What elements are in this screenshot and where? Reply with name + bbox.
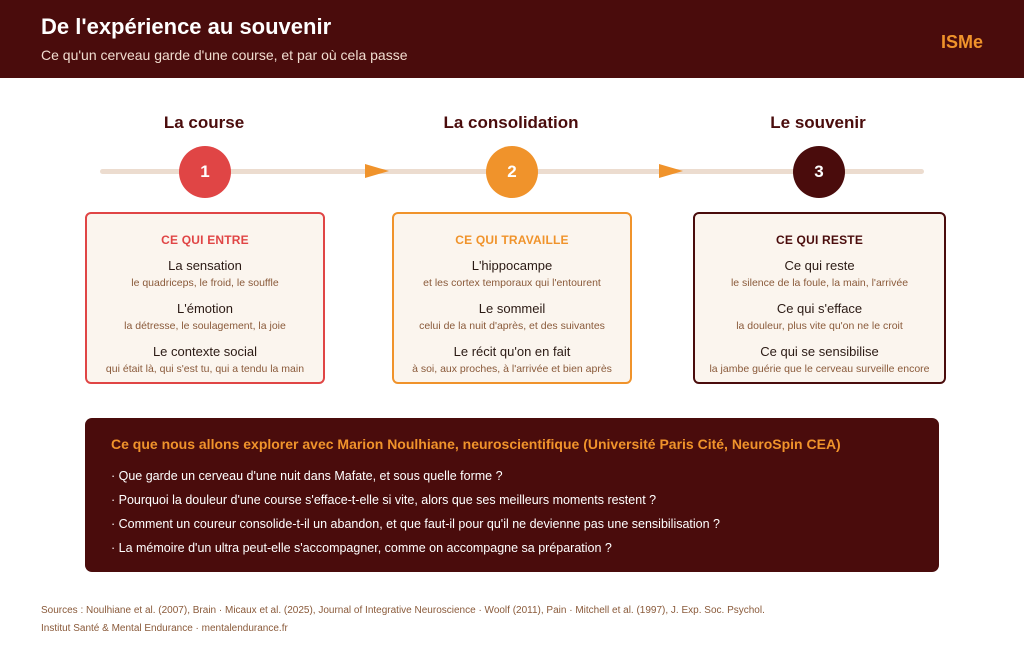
item-title: Le récit qu'on en fait	[453, 344, 571, 359]
card-course	[85, 212, 325, 384]
card-item	[87, 344, 323, 376]
item-title: Le sommeil	[478, 301, 546, 316]
page-title: De l'expérience au souvenir	[41, 14, 332, 39]
item-title: L'hippocampe	[471, 258, 553, 273]
list-item: · Que garde un cerveau d'une nuit dans Mafate, et sous quelle forme ?	[111, 469, 503, 483]
item-title: Ce qui reste	[784, 258, 855, 273]
card-item	[394, 258, 630, 290]
explore-panel	[85, 418, 939, 572]
card-souvenir	[693, 212, 946, 384]
card-item	[394, 301, 630, 333]
list-item: · Comment un coureur consolide-t-il un abandon, et que faut-il pour qu'il ne devienne pas une sensibilisation ?	[111, 517, 721, 531]
item-desc: la détresse, le soulagement, la joie	[124, 320, 286, 332]
header	[0, 0, 1024, 78]
credit-text: Institut Santé & Mental Endurance · mentalendurance.fr	[41, 623, 288, 634]
sources-text: Sources : Noulhiane et al. (2007), Brain · Micaux et al. (2025), Journal of Integrative Neuroscience · Woolf (2011), Pain · Mitchell et al. (1997), J. Exp. Soc. Psychol.	[41, 605, 765, 616]
card-heading: CE QUI ENTRE	[161, 233, 249, 247]
item-title: Le contexte social	[152, 344, 258, 359]
arrow-right-icon	[659, 164, 683, 178]
list-item: · Pourquoi la douleur d'une course s'efface-t-elle si vite, alors que ses meilleurs moments restent ?	[111, 493, 657, 507]
stage-number-badge: 1	[179, 146, 231, 198]
stage-number-badge: 3	[793, 146, 845, 198]
card-heading: CE QUI RESTE	[775, 233, 864, 247]
item-desc: le quadriceps, le froid, le souffle	[131, 277, 279, 289]
card-item	[695, 344, 944, 376]
card-item	[695, 301, 944, 333]
card-item	[87, 301, 323, 333]
item-desc: la jambe guérie que le cerveau surveille encore	[709, 363, 930, 375]
explore-list	[111, 468, 720, 564]
page-subtitle: Ce qu'un cerveau garde d'une course, et par où cela passe	[41, 47, 408, 63]
stage-title-souvenir: Le souvenir	[770, 113, 866, 132]
list-item: · La mémoire d'un ultra peut-elle s'accompagner, comme on accompagne sa préparation ?	[111, 541, 612, 555]
item-title: Ce qui s'efface	[776, 301, 863, 316]
item-title: Ce qui se sensibilise	[760, 344, 879, 359]
item-desc: qui était là, qui s'est tu, qui a tendu la main	[105, 363, 305, 375]
stage-number-badge: 2	[486, 146, 538, 198]
item-title: L'émotion	[177, 301, 233, 316]
card-item	[394, 344, 630, 376]
card-item	[87, 258, 323, 290]
stage-title-consolidation: La consolidation	[443, 113, 579, 132]
item-desc: la douleur, plus vite qu'on ne le croit	[736, 320, 903, 332]
card-item	[695, 258, 944, 290]
item-desc: à soi, aux proches, à l'arrivée et bien après	[412, 363, 612, 375]
item-title: La sensation	[168, 258, 242, 273]
card-consolidation	[392, 212, 632, 384]
arrow-right-icon	[365, 164, 389, 178]
card-heading: CE QUI TRAVAILLE	[455, 233, 569, 247]
logo: ISMe	[940, 32, 983, 52]
item-desc: le silence de la foule, la main, l'arrivée	[730, 277, 909, 289]
item-desc: et les cortex temporaux qui l'entourent	[423, 277, 601, 289]
item-desc: celui de la nuit d'après, et des suivantes	[419, 320, 605, 332]
stage-title-course: La course	[163, 113, 245, 132]
explore-title: Ce que nous allons explorer avec Marion Noulhiane, neuroscientifique (Université Paris Cité, NeuroSpin CEA)	[111, 436, 841, 452]
